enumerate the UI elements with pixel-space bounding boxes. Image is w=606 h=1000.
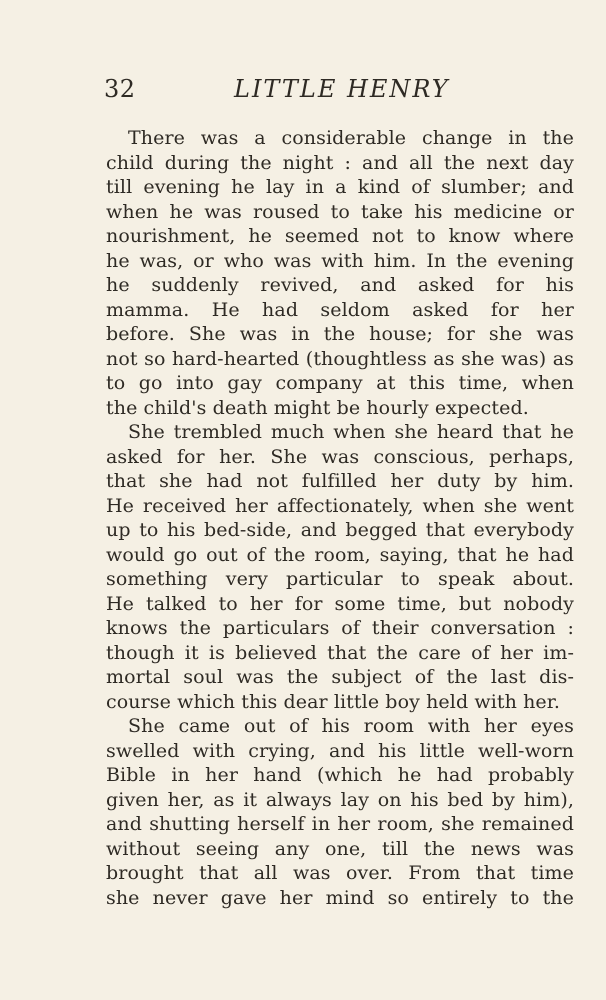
text-line: course which this dear little boy held with her.	[106, 690, 561, 713]
text-line: something very particular to speak about.	[106, 568, 574, 590]
text-line: before. She was in the house; for she was	[106, 323, 574, 345]
text-line: asked for her. She was conscious, perhaps,	[106, 445, 574, 468]
text-line: mamma. He had seldom asked for her	[106, 298, 574, 321]
text-line: knows the particulars of their conversation :	[106, 617, 574, 639]
body-text	[106, 126, 574, 910]
text-line: he was, or who was with him. In the evening	[106, 249, 574, 272]
text-line: he suddenly revived, and asked for his	[106, 274, 574, 296]
text-line: the child's death might be hourly expected.	[106, 396, 529, 419]
text-line: There was a considerable change in the	[128, 127, 574, 149]
text-line: She came out of his room with her eyes	[128, 715, 574, 737]
text-line: though it is believed that the care of her im-	[106, 641, 574, 664]
text-line: Bible in her hand (which he had probably	[106, 764, 574, 786]
text-line: not so hard-hearted (thoughtless as she was) as	[106, 347, 574, 370]
page-number: 32	[104, 75, 136, 103]
text-line: mortal soul was the subject of the last dis-	[106, 666, 574, 688]
text-line: up to his bed-side, and begged that everybody	[106, 519, 574, 541]
text-line: He received her affectionately, when she went	[106, 494, 574, 517]
running-title: LITTLE HENRY	[234, 75, 450, 103]
text-line: He talked to her for some time, but nobody	[106, 592, 574, 615]
text-line: when he was roused to take his medicine or	[106, 200, 574, 223]
text-line: she never gave her mind so entirely to the	[106, 886, 574, 909]
text-line: without seeing any one, till the news was	[106, 837, 574, 860]
text-line: child during the night : and all the next day	[106, 151, 574, 174]
text-line: to go into gay company at this time, when	[106, 372, 574, 394]
text-line: nourishment, he seemed not to know where	[106, 225, 574, 247]
text-line: given her, as it always lay on his bed by him),	[106, 788, 574, 811]
text-line: till evening he lay in a kind of slumber; and	[106, 176, 574, 198]
text-line: and shutting herself in her room, she remained	[106, 813, 574, 835]
text-line: brought that all was over. From that time	[106, 862, 574, 884]
text-line: swelled with crying, and his little well-worn	[106, 739, 574, 762]
text-line: She trembled much when she heard that he	[128, 421, 574, 443]
text-line: would go out of the room, saying, that he had	[106, 543, 574, 566]
text-line: that she had not fulfilled her duty by him.	[106, 470, 574, 492]
